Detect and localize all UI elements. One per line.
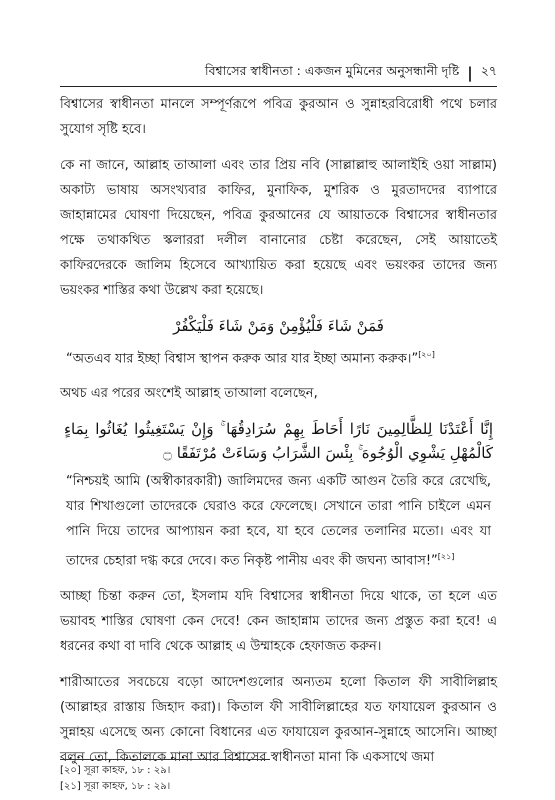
footnote-number: [২০] (60, 765, 81, 776)
paragraph-1: বিশ্বাসের স্বাধীনতা মানলে সম্পূর্ণরূপে পবিত্র কুরআন ও সুন্নাহরবিরোধী পথে চলার সুযোগ সৃষ্টি হবে। (60, 97, 497, 137)
quote-2-text: “নিশ্চয়ই আমি (অস্বীকারকারী) জালিমদের জন্য একটি আগুন তৈরি করে রেখেছি, যার শিখাগুলো তাদেরকে ঘেরাও করে ফেলেছে। সেখানে তারা পানি চাইলে এমন পানি দিয়ে তাদের আপ্যায়ন করা হবে, যা হবে তেলের তলানির মতো। এবং যা তাদের চেহারা দগ্ধ করে দেবে। কত নিকৃষ্ট পানীয় এবং কী জঘন্য আবাস!” (66, 474, 491, 569)
footnote-divider (60, 759, 270, 760)
footnote-ref-21: [২১] (437, 552, 455, 562)
running-header (60, 60, 497, 87)
page-body (60, 92, 497, 781)
page-number: ২৭ (480, 63, 497, 78)
footnote-number: [২১] (60, 781, 81, 792)
paragraph-2: কে না জানে, আল্লাহ তাআলা এবং তার প্রিয় নবি (সাল্লাল্লাহু আলাইহি ওয়া সাল্লাম) অকাট্য ভাষায় অসংখ্যবার কাফির, মুনাফিক, মুশরিক ও মুরতাদদের ব্যাপারে জাহান্নামের ঘোষণা দিয়েছেন, পবিত্র কুরআনের যে আয়াতকে বিশ্বাসের স্বাধীনতার পক্ষে তথাকথিত স্কলাররা দলীল বানানোর চেষ্টা করেছেন, সেই আয়াতেই কাফিরদেরকে জালিম হিসেবে আখ্যায়িত করা হয়েছে এবং ভয়ংকর তাদের জন্য ভয়ংকর শাস্তির কথা উল্লেখ করা হয়েছে। (60, 158, 497, 298)
footnotes (60, 763, 170, 795)
footnote-ref-20: [২০] (418, 350, 435, 359)
header-title: বিশ্বাসের স্বাধীনতা : একজন মুমিনের অনুসন্ধানী দৃষ্টি (205, 63, 460, 78)
paragraph-4: আচ্ছা চিন্তা করুন তো, ইসলাম যদি বিশ্বাসের স্বাধীনতা দিয়ে থাকে, তা হলে এত ভয়াবহ শাস্তির ঘোষণা কেন দেবে! কেন জাহান্নাম তাদের জন্য প্রস্তুত করা হবে! এ ধরনের কথা বা দাবি থেকে আল্লাহ এ উম্মাহকে হেফাজত করুন। (60, 588, 497, 654)
quote-1 (60, 342, 497, 371)
footnote-item (60, 779, 170, 795)
paragraph-5: শারীআতের সবচেয়ে বড়ো আদেশগুলোর অন্যতম হলো কিতাল ফী সাবীলিল্লাহ (আল্লাহর রাস্তায় জিহাদ করা)। কিতাল ফী সাবীলিল্লাহের যত ফাযায়েল কুরআন ও সুন্নাহয় এসেছে অন্য কোনো বিধানের এত ফাযায়েল কুরআন-সুন্নাহে আসেনি। আচ্ছা বলুন তো, কিতালকে মানা আর বিশ্বাসের স্বাধীনতা মানা কি একসাথে জমা (60, 674, 497, 765)
quote-1-text: “অতএব যার ইচ্ছা বিশ্বাস স্থাপন করুক আর যার ইচ্ছা অমান্য করুক।” (66, 351, 419, 367)
footnote-item (60, 763, 170, 779)
paragraph-3: অথচ এর পরের অংশেই আল্লাহ তাআলা বলেছেন, (60, 386, 318, 402)
arabic-verse-1: فَمَنْ شَاءَ فَلْيُؤْمِنْ وَمَنْ شَاءَ فَلْيَكْفُرْ (173, 317, 384, 335)
arabic-verse-2: إِنَّا أَعْتَدْنَا لِلظَّالِمِينَ نَارًا أَحَاطَ بِهِمْ سُرَادِقُهَا ۚ وَإِنْ يَسْتَغِيثُوا يُغَاثُوا بِمَاءٍ كَالْمُهْلِ يَشْوِي الْوُجُوهَ ۚ بِئْسَ الشَّرَابُ وَسَاءَتْ مُرْتَفَقًا ۝ (64, 420, 493, 463)
footnote-text: সূরা কাহফ, ১৮ : ২৯। (84, 765, 171, 776)
footnote-text: সূরা কাহফ, ১৮ : ২৯। (83, 781, 171, 792)
header-separator: | (467, 64, 473, 82)
quote-2 (60, 469, 497, 573)
